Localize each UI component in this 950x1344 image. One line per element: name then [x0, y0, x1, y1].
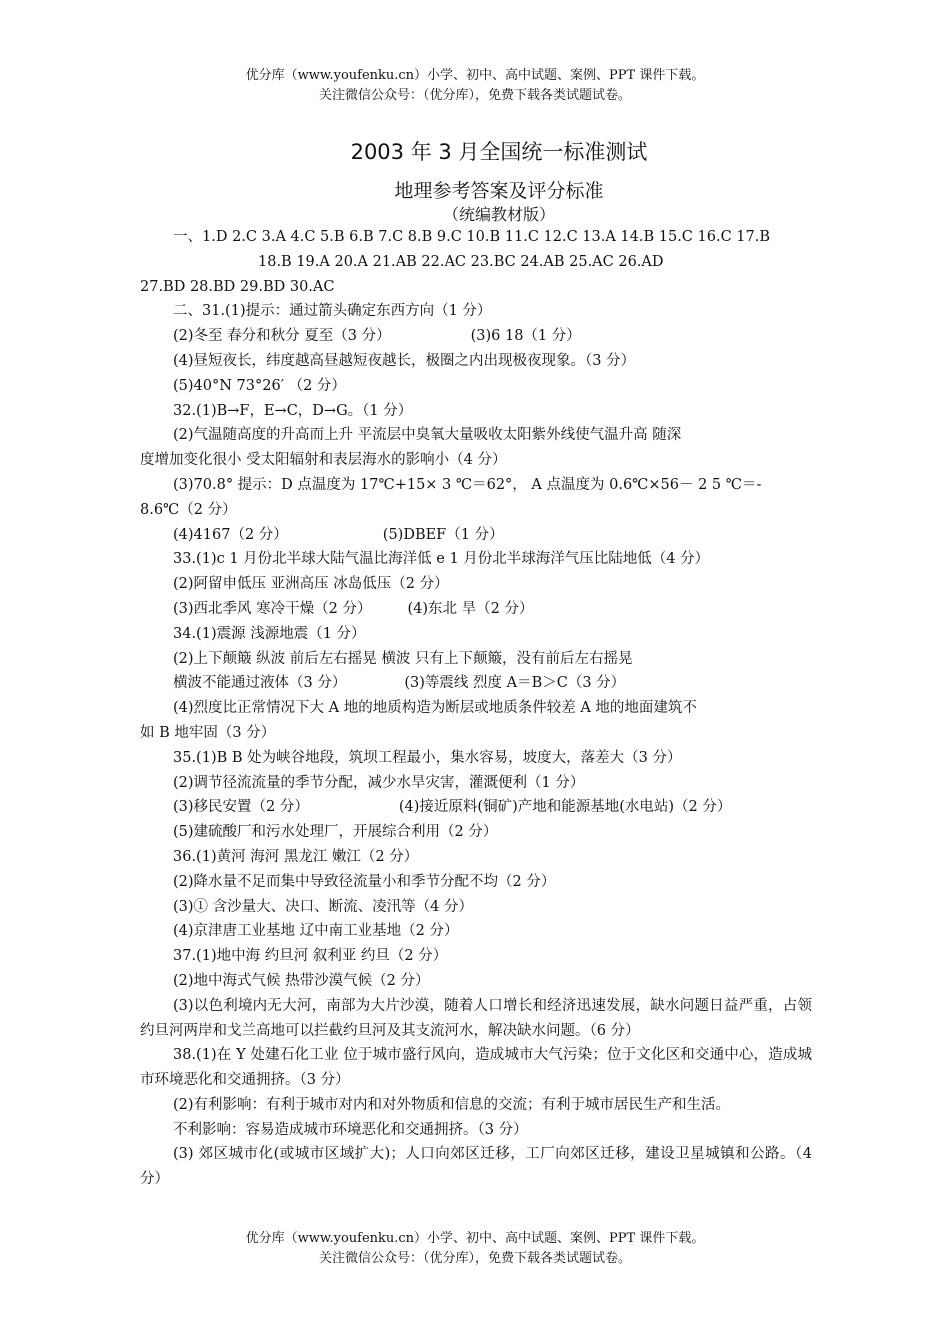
q36-4: (4)京津唐工业基地 辽中南工业基地（2 分）: [173, 923, 459, 940]
q35-1: 35.(1)B B 处为峡谷地段，筑坝工程最小，集水容易，坡度大，落差大（3 分）: [173, 749, 682, 766]
q37-3: (3)以色利境内无大河，南部为大片沙漠，随着人口增长和经济迅速发展，缺水问题日益严重，占领约旦河两岸和戈兰高地可以拦截约旦河及其支流河水，解决缺水问题。（6 分）: [140, 997, 812, 1039]
footer-line-2: 关注微信公众号：（优分库），免费下载各类试题试卷。: [318, 1251, 631, 1266]
q34-3: (3)等震线 烈度 A＝B＞C（3 分）: [404, 675, 626, 692]
q33-4: (4)东北 旱（2 分）: [407, 600, 534, 617]
footer-line-1: 优分库（www.youfenku.cn）小学、初中、高中试题、案例、PPT 课件下载。: [245, 1231, 705, 1246]
choice-answers-line-3: 27.BD 28.BD 29.BD 30.AC: [140, 278, 335, 295]
q34-4b: 如 B 地牢固（3 分）: [140, 724, 276, 741]
page-subtitle: 地理参考答案及评分标准: [394, 180, 604, 202]
q34-4a: (4)烈度比正常情况下大 A 地的地质构造为断层或地质条件较差 A 地的地面建筑不: [173, 700, 697, 717]
q33-1: 33.(1)c 1 月份北半球大陆气温比海洋低 e 1 月份北半球海洋气压比陆地低（4 分）: [173, 551, 710, 568]
header-line-1: 优分库（www.youfenku.cn）小学、初中、高中试题、案例、PPT 课件下载。: [245, 68, 705, 83]
q35-3: (3)移民安置（2 分）: [173, 799, 309, 816]
q35-3-4: [140, 795, 812, 820]
q31-3: (3)6 18（1 分）: [470, 328, 581, 345]
choice-answers-line-1: 一、1.D 2.C 3.A 4.C 5.B 6.B 7.C 8.B 9.C 10.B 11.C 12.C 13.A 14.B 15.C 16.C 17.B: [173, 229, 770, 245]
answer-body: [140, 225, 812, 1192]
q38-2: (2)有利影响：有利于城市对内和对外物质和信息的交流；有利于城市居民生产和生活。: [173, 1096, 731, 1113]
q38-2b: 不利影响：容易造成城市环境恶化和交通拥挤。（3 分）: [173, 1121, 528, 1138]
q32-3a: (3)70.8° 提示：D 点温度为 17℃+15× 3 ℃＝62°， A 点温度为 0.6℃×56－ 2 5 ℃＝-: [173, 476, 762, 493]
q36-2: (2)降水量不足而集中导致径流量小和季节分配不均（2 分）: [173, 873, 556, 890]
q33-2: (2)阿留申低压 亚洲高压 冰岛低压（2 分）: [173, 576, 449, 593]
q31-2-3: [140, 324, 812, 349]
edition-note: （统编教材版）: [442, 205, 555, 224]
q34-2b: 横波不能通过液体（3 分）: [173, 675, 347, 692]
q35-2: (2)调节径流流量的季节分配，减少水旱灾害，灌溉便利（1 分）: [173, 774, 585, 791]
q32-3b: 8.6℃（2 分）: [140, 501, 237, 518]
q32-4-5: [140, 523, 812, 548]
q32-2b: 度增加变化很小 受太阳辐射和表层海水的影响小（4 分）: [140, 452, 507, 469]
q32-5: (5)DBEF（1 分）: [382, 526, 504, 543]
q32-2a: (2)气温随高度的升高而上升 平流层中臭氧大量吸收太阳紫外线使气温升高 随深: [173, 427, 682, 444]
q34-2b-3: [140, 671, 812, 696]
q36-1: 36.(1)黄河 海河 黑龙江 嫩江（2 分）: [173, 848, 419, 865]
q32-4: (4)4167（2 分）: [173, 526, 288, 543]
page-title: 2003 年 3 月全国统一标准测试: [350, 140, 648, 164]
q33-3-4: [140, 597, 812, 622]
choice-answers-line-2: 18.B 19.A 20.A 21.AB 22.AC 23.BC 24.AB 25.AC 26.AD: [258, 253, 664, 270]
header-line-2: 关注微信公众号：（优分库），免费下载各类试题试卷。: [318, 88, 631, 103]
q36-3: (3)① 含沙量大、决口、断流、凌汛等（4 分）: [173, 898, 473, 915]
q31-2: (2)冬至 春分和秋分 夏至（3 分）: [173, 328, 391, 345]
q38-3: (3) 郊区城市化(或城市区域扩大)；人口向郊区迁移，工厂向郊区迁移，建设卫星城镇和公路。（4 分）: [140, 1146, 812, 1188]
q34-2a: (2)上下颠簸 纵波 前后左右摇晃 横波 只有上下颠簸，没有前后左右摇晃: [173, 650, 633, 667]
q31-1: 二、31.(1)提示：通过箭头确定东西方向（1 分）: [173, 303, 492, 320]
q38-1: 38.(1)在 Y 处建石化工业 位于城市盛行风向，造成城市大气污染；位于文化区和交通中心，造成城市环境恶化和交通拥挤。（3 分）: [140, 1047, 812, 1089]
q31-5: (5)40°N 73°26′ （2 分）: [173, 377, 346, 394]
q37-2: (2)地中海式气候 热带沙漠气候（2 分）: [173, 972, 430, 989]
q35-4: (4)接近原料(铜矿)产地和能源基地(水电站)（2 分）: [398, 799, 732, 816]
q33-3: (3)西北季风 寒冷干燥（2 分）: [173, 600, 372, 617]
q37-1: 37.(1)地中海 约旦河 叙利亚 约旦（2 分）: [173, 948, 448, 965]
q32-1: 32.(1)B→F，E→C，D→G。（1 分）: [173, 402, 413, 419]
q34-1: 34.(1)震源 浅源地震（1 分）: [173, 625, 366, 642]
q31-4: (4)昼短夜长，纬度越高昼越短夜越长，极圈之内出现极夜现象。（3 分）: [173, 352, 636, 369]
q35-5: (5)建硫酸厂和污水处理厂，开展综合利用（2 分）: [173, 824, 498, 841]
